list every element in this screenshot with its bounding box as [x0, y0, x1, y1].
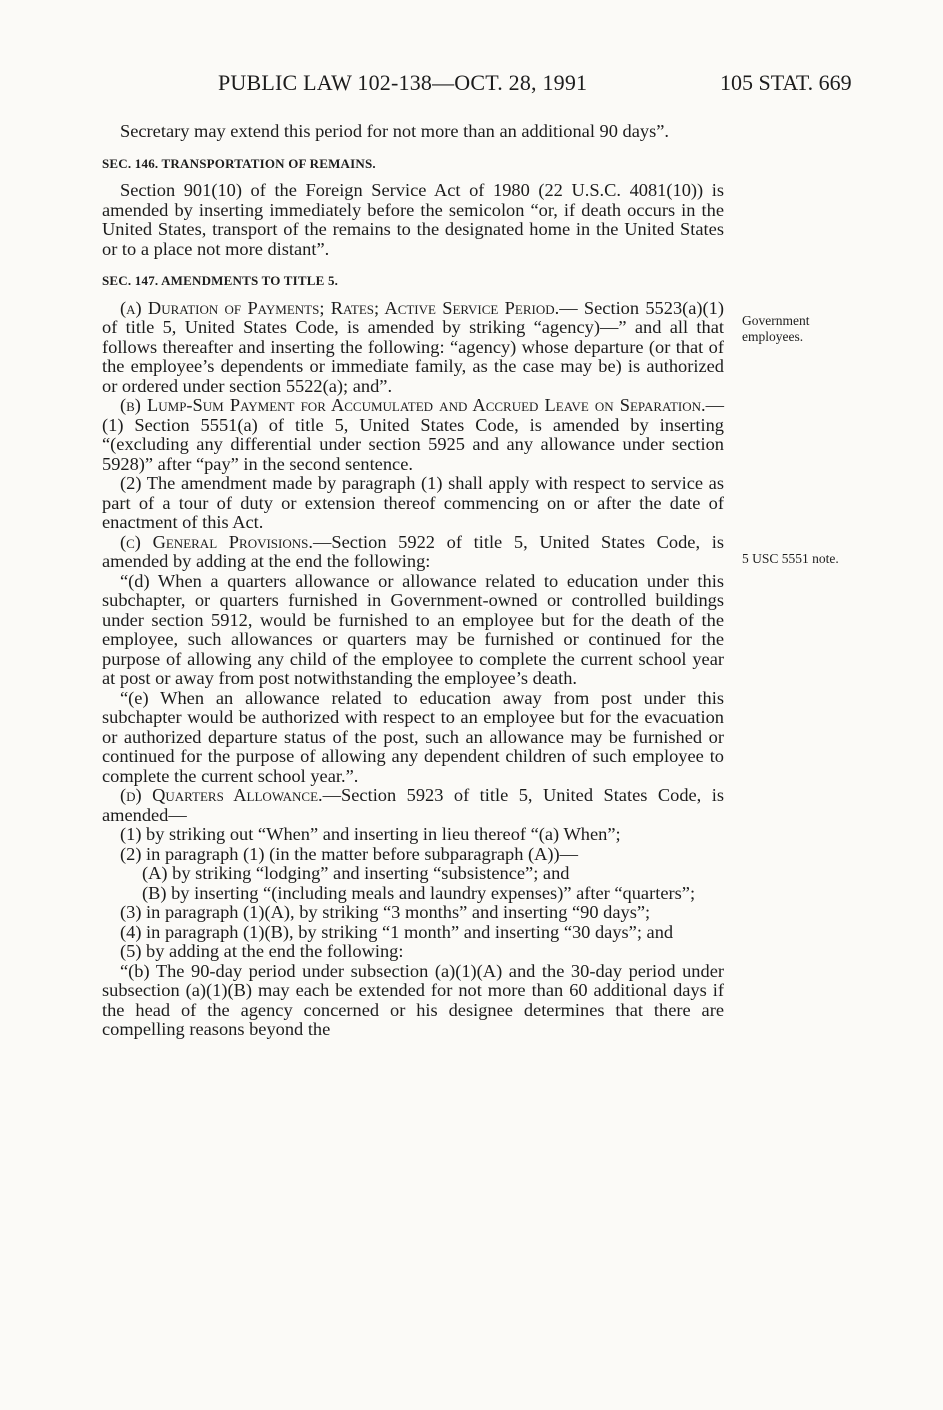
page-header [0, 70, 943, 100]
section-146-heading: SEC. 146. TRANSPORTATION OF REMAINS. [102, 155, 376, 171]
subsection-a [102, 299, 724, 397]
list-item-2B: (B) by inserting “(including meals and laundry expenses)” after “quarters”; [142, 882, 696, 903]
list-item-4: (4) in paragraph (1)(B), by striking “1 month” and inserting “30 days”; and [120, 921, 674, 942]
quoted-subsection-d: “(d) When a quarters allowance or allowance related to education under this subchapter, or quarters furnished in Government-owned or controlled buildings under section 5912, would be furnished to an employee but for the death of the employee, such allowances or quarters may be furnished or continued for the purpose of allowing any child of the employee to complete the current school year at post or away from post notwithstanding the employee’s death. [102, 570, 724, 688]
subsection-c-text: Section 5922 of title 5, United States Code, is amended by adding at the end the following: [102, 531, 724, 571]
list-item-5: (5) by adding at the end the following: [120, 941, 404, 961]
list-item-1: (1) by striking out “When” and inserting in lieu thereof “(a) When”; [120, 824, 621, 844]
stat-page-number: 105 STAT. 669 [720, 70, 852, 95]
subsection-b-text: (1) Section 5551(a) of title 5, United States Code, is amended by inserting “(excluding any differential under section 5925 and any allowance under section 5928)” after “pay” in the second sentence. [102, 414, 724, 474]
list-item-3: (3) in paragraph (1)(A), by striking “3 months” and inserting “90 days”; [120, 902, 651, 922]
subsection-b-heading: (b) Lump-Sum Payment for Accumulated and Accrued Leave on Separation.— [120, 395, 724, 415]
subsection-a-heading: (a) Duration of Payments; Rates; Active Service Period.— [120, 297, 578, 318]
subsection-d-heading: (d) Quarters Allowance.— [120, 785, 342, 805]
section-146-text: Section 901(10) of the Foreign Service Act of 1980 (22 U.S.C. 4081(10)) is amended by inserting immediately before the semicolon “or, if death occurs in the United States, transport of the remains to the designated home in the United States or to a place not more distant”. [102, 180, 724, 259]
subsection-a-text: Section 5523(a)(1) of title 5, United States Code, is amended by striking “agency)—” and all that follows thereafter and inserting the following: “agency) whose departure (or that of the employee’s dependents or immediate family, as the case may be) is authorized or ordered under section 5522(a); and”. [102, 297, 724, 396]
subsection-d-text: Section 5923 of title 5, United States Code, is amended— [102, 785, 724, 825]
list-item-2A: (A) by striking “lodging” and inserting “subsistence”; and [142, 863, 570, 883]
subsection-b [102, 396, 724, 474]
quoted-subsection-e: “(e) When an allowance related to education away from post under this subchapter would be authorized with respect to an employee but for the evacuation or authorized departure status of the post, such an allowance may be furnished or continued for the purpose of allowing any dependent children of such employee to complete the current school year.”. [102, 687, 724, 786]
list-item-2: (2) in paragraph (1) (in the matter before subparagraph (A))— [120, 843, 579, 864]
document-body [102, 122, 724, 1040]
margin-note-usc-5551: 5 USC 5551 note. [742, 551, 839, 566]
running-title: PUBLIC LAW 102-138—OCT. 28, 1991 [218, 70, 588, 95]
subsection-c [102, 533, 724, 572]
subsection-b-paragraph-2: (2) The amendment made by paragraph (1) shall apply with respect to service as part of a tour of duty or extension thereof commencing on or after the date of enactment of this Act. [102, 473, 724, 532]
quoted-subsection-b: “(b) The 90-day period under subsection (a)(1)(A) and the 30-day period under subsection (a)(1)(B) may each be extended for not more than 60 additional days if the head of the agency concerned or his designee determines that there are compelling reasons beyond the [102, 960, 724, 1039]
subsection-c-heading: (c) General Provisions.— [120, 531, 332, 552]
paragraph-continuation: Secretary may extend this period for not more than an additional 90 days”. [120, 121, 669, 141]
margin-note-government-employees: Government employees. [742, 313, 810, 344]
subsection-d [102, 786, 724, 825]
section-147-heading: SEC. 147. AMENDMENTS TO TITLE 5. [102, 273, 339, 288]
